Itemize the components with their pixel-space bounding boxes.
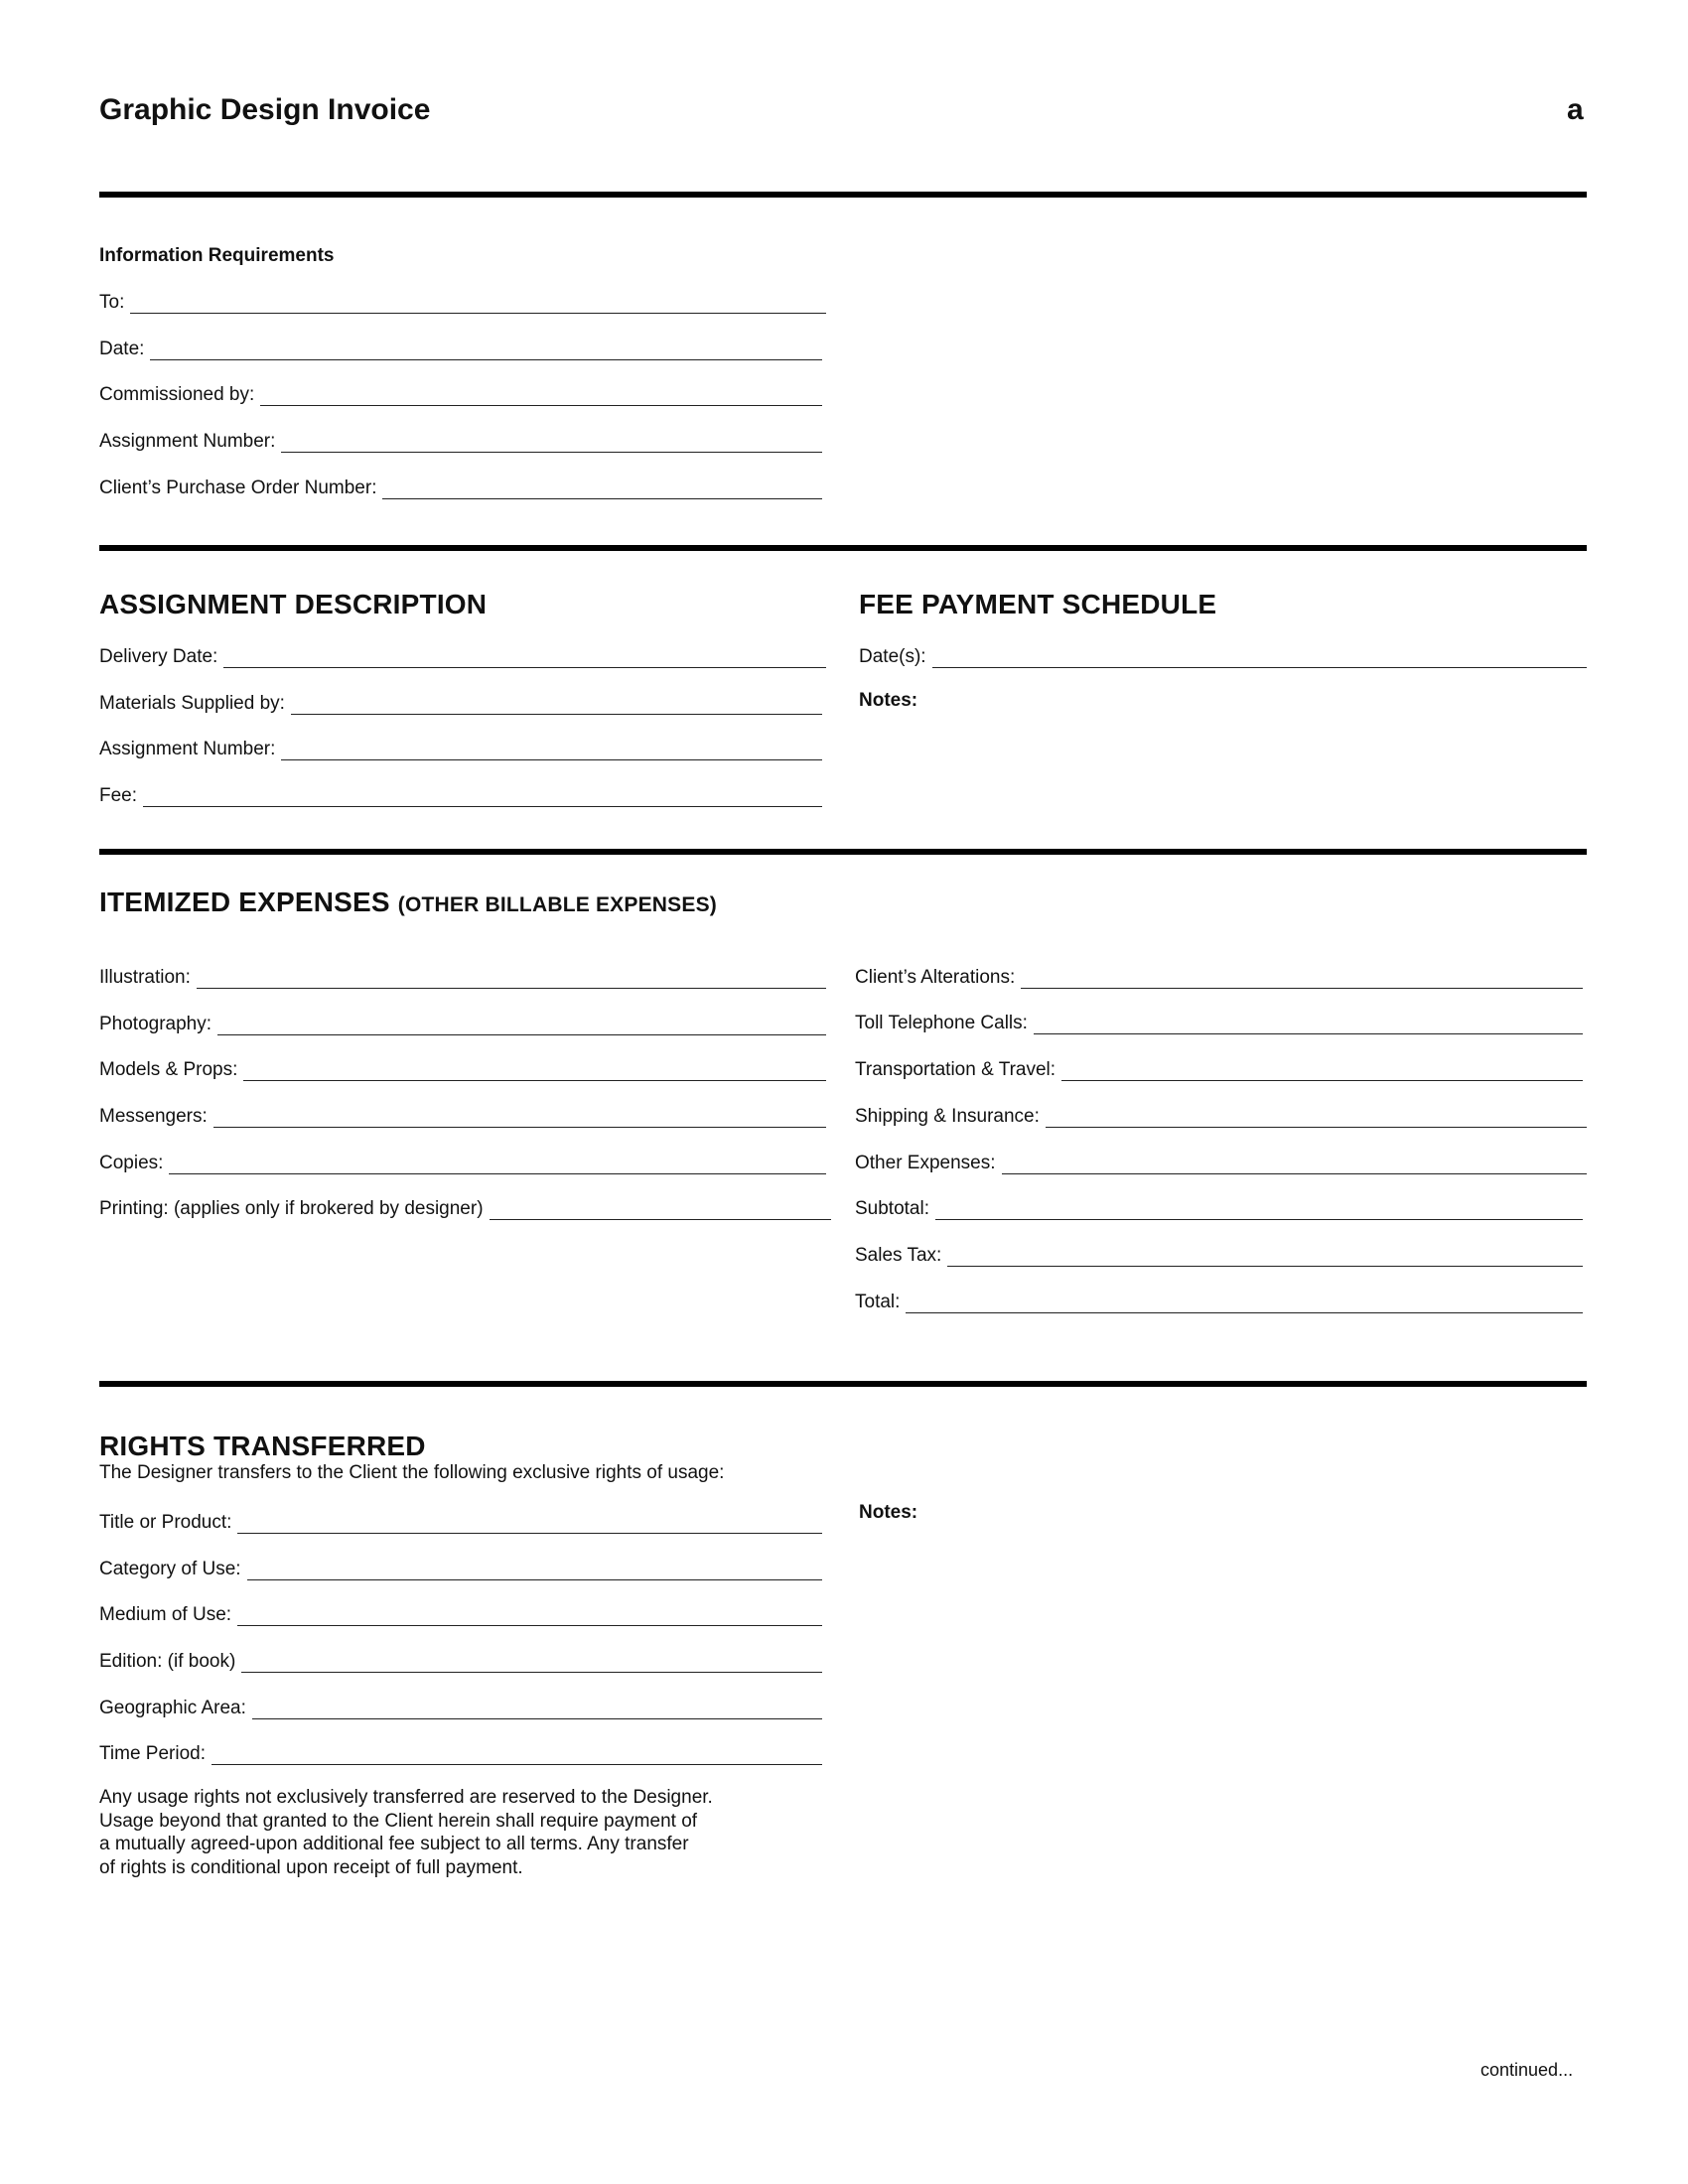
field-label: Transportation & Travel:: [855, 1059, 1056, 1080]
input-line[interactable]: [197, 968, 826, 989]
field-assignment-number-2[interactable]: [99, 735, 822, 760]
expenses-heading: [99, 887, 717, 918]
field-client-alterations[interactable]: [855, 963, 1583, 989]
field-label: Time Period:: [99, 1743, 206, 1764]
field-subtotal[interactable]: [855, 1194, 1583, 1220]
continued-label: continued...: [1480, 2060, 1574, 2080]
field-label: Photography:: [99, 1014, 212, 1034]
input-line[interactable]: [906, 1293, 1583, 1313]
input-line[interactable]: [252, 1699, 822, 1719]
input-line[interactable]: [947, 1246, 1583, 1267]
input-line[interactable]: [281, 432, 822, 453]
section-divider: [99, 192, 1587, 198]
rights-notes-label: Notes:: [859, 1502, 918, 1523]
field-copies[interactable]: [99, 1149, 826, 1174]
field-label: Medium of Use:: [99, 1604, 232, 1625]
field-fee[interactable]: [99, 781, 822, 807]
field-label: Edition: (if book): [99, 1651, 236, 1672]
input-line[interactable]: [237, 1513, 822, 1534]
field-assignment-number[interactable]: [99, 427, 822, 453]
input-line[interactable]: [1034, 1014, 1583, 1034]
field-total[interactable]: [855, 1288, 1583, 1313]
field-label: Toll Telephone Calls:: [855, 1013, 1028, 1033]
field-label: Fee:: [99, 785, 138, 806]
field-label: Category of Use:: [99, 1559, 241, 1579]
input-line[interactable]: [130, 293, 826, 314]
input-line[interactable]: [260, 385, 822, 406]
input-line[interactable]: [211, 1744, 822, 1765]
field-illustration[interactable]: [99, 963, 826, 989]
field-transportation[interactable]: [855, 1055, 1583, 1081]
input-line[interactable]: [223, 647, 826, 668]
field-date[interactable]: [99, 335, 822, 360]
field-photography[interactable]: [99, 1010, 826, 1035]
input-line[interactable]: [935, 1199, 1583, 1220]
expenses-heading-main: ITEMIZED EXPENSES: [99, 887, 390, 917]
rights-heading: RIGHTS TRANSFERRED: [99, 1431, 426, 1461]
field-category-of-use[interactable]: [99, 1555, 822, 1580]
input-line[interactable]: [241, 1652, 822, 1673]
field-label: Client’s Purchase Order Number:: [99, 478, 377, 498]
input-line[interactable]: [281, 740, 822, 760]
field-models-props[interactable]: [99, 1055, 826, 1081]
field-label: Geographic Area:: [99, 1698, 246, 1718]
field-payment-dates[interactable]: [859, 642, 1587, 668]
disclaimer-line: a mutually agreed-upon additional fee subject to all terms. Any transfer: [99, 1834, 689, 1854]
field-label: Models & Props:: [99, 1059, 238, 1080]
field-label: Printing: (applies only if brokered by designer): [99, 1198, 484, 1219]
input-line[interactable]: [932, 647, 1587, 668]
input-line[interactable]: [243, 1060, 826, 1081]
section-divider: [99, 849, 1587, 855]
field-label: Assignment Number:: [99, 739, 276, 759]
field-label: Total:: [855, 1292, 901, 1312]
field-edition[interactable]: [99, 1647, 822, 1673]
input-line[interactable]: [213, 1107, 826, 1128]
fee-schedule-heading: FEE PAYMENT SCHEDULE: [859, 589, 1217, 619]
field-label: Copies:: [99, 1153, 164, 1173]
field-commissioned-by[interactable]: [99, 380, 822, 406]
field-label: Assignment Number:: [99, 431, 276, 452]
info-heading: Information Requirements: [99, 245, 335, 266]
input-line[interactable]: [143, 786, 822, 807]
fee-notes-label: Notes:: [859, 690, 918, 711]
field-label: Other Expenses:: [855, 1153, 996, 1173]
field-label: Date(s):: [859, 646, 926, 667]
field-toll-calls[interactable]: [855, 1009, 1583, 1034]
input-line[interactable]: [247, 1560, 822, 1580]
corner-mark: a: [1567, 93, 1584, 126]
field-label: Shipping & Insurance:: [855, 1106, 1040, 1127]
document-title: Graphic Design Invoice: [99, 93, 431, 126]
field-to[interactable]: [99, 288, 826, 314]
field-label: Date:: [99, 339, 145, 359]
field-label: Client’s Alterations:: [855, 967, 1016, 988]
field-messengers[interactable]: [99, 1102, 826, 1128]
input-line[interactable]: [169, 1154, 826, 1174]
field-delivery-date[interactable]: [99, 642, 826, 668]
rights-intro: The Designer transfers to the Client the following exclusive rights of usage:: [99, 1462, 725, 1483]
field-time-period[interactable]: [99, 1739, 822, 1765]
disclaimer-line: Any usage rights not exclusively transferred are reserved to the Designer.: [99, 1787, 713, 1808]
field-label: To:: [99, 292, 125, 313]
field-label: Sales Tax:: [855, 1245, 942, 1266]
field-label: Materials Supplied by:: [99, 693, 285, 714]
assignment-heading: ASSIGNMENT DESCRIPTION: [99, 589, 488, 619]
input-line[interactable]: [1061, 1060, 1583, 1081]
field-title-product[interactable]: [99, 1508, 822, 1534]
field-printing[interactable]: [99, 1194, 831, 1220]
field-label: Delivery Date:: [99, 646, 218, 667]
field-geographic-area[interactable]: [99, 1694, 822, 1719]
expenses-heading-sub: (OTHER BILLABLE EXPENSES): [397, 893, 717, 916]
input-line[interactable]: [1021, 968, 1583, 989]
input-line[interactable]: [1046, 1107, 1587, 1128]
field-materials-supplied[interactable]: [99, 689, 822, 715]
input-line[interactable]: [217, 1015, 826, 1035]
disclaimer-line: of rights is conditional upon receipt of full payment.: [99, 1856, 523, 1878]
field-purchase-order[interactable]: [99, 474, 822, 499]
input-line[interactable]: [291, 694, 822, 715]
input-line[interactable]: [490, 1199, 831, 1220]
input-line[interactable]: [237, 1605, 822, 1626]
field-other-expenses[interactable]: [855, 1149, 1587, 1174]
field-medium-of-use[interactable]: [99, 1600, 822, 1626]
field-shipping[interactable]: [855, 1102, 1587, 1128]
disclaimer-line: Usage beyond that granted to the Client herein shall require payment of: [99, 1810, 698, 1832]
field-label: Illustration:: [99, 967, 191, 988]
section-divider: [99, 1381, 1587, 1387]
field-label: Title or Product:: [99, 1512, 232, 1533]
field-label: Commissioned by:: [99, 384, 255, 405]
input-line[interactable]: [382, 478, 822, 499]
field-sales-tax[interactable]: [855, 1241, 1583, 1267]
rights-disclaimer: [99, 1786, 774, 1879]
field-label: Messengers:: [99, 1106, 208, 1127]
section-divider: [99, 545, 1587, 551]
field-label: Subtotal:: [855, 1198, 929, 1219]
input-line[interactable]: [1002, 1154, 1587, 1174]
input-line[interactable]: [150, 340, 822, 360]
